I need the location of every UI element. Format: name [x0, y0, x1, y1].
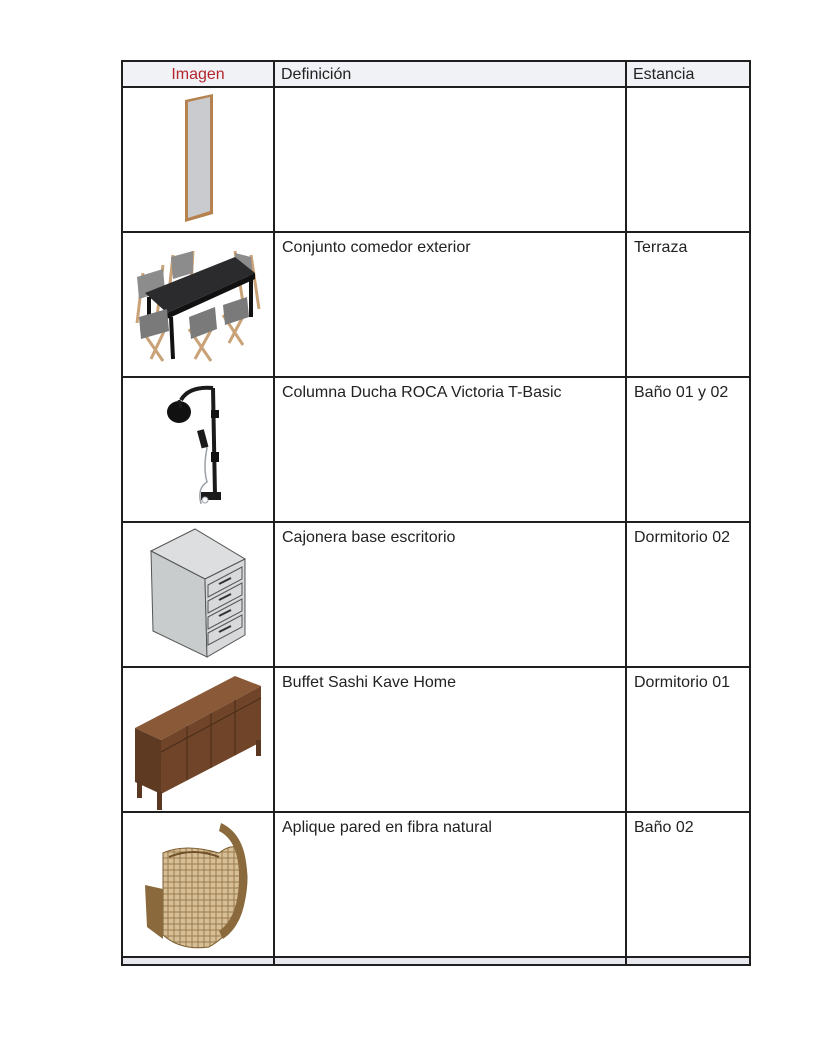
- image-cell: [122, 667, 274, 812]
- image-cell: [122, 812, 274, 957]
- table-row: [122, 812, 750, 957]
- room-cell: Baño 02: [626, 812, 750, 957]
- header-room: Estancia: [626, 61, 750, 87]
- table-header-row: [122, 61, 750, 87]
- room-cell: Baño 01 y 02: [626, 377, 750, 522]
- wicker-wall-lamp-icon: [123, 813, 273, 956]
- header-image: Imagen: [122, 61, 274, 87]
- sideboard-icon: [123, 668, 273, 811]
- table-row: [122, 522, 750, 667]
- footer-cell: [122, 957, 274, 965]
- furniture-table: [121, 60, 751, 966]
- definition-cell: Aplique pared en fibra natural: [274, 812, 626, 957]
- room-cell: [626, 87, 750, 232]
- definition-cell: Cajonera base escritorio: [274, 522, 626, 667]
- footer-cell: [274, 957, 626, 965]
- footer-cell: [626, 957, 750, 965]
- table-row: [122, 377, 750, 522]
- shower-column-icon: [123, 378, 273, 521]
- image-cell: [122, 232, 274, 377]
- drawer-unit-icon: [123, 523, 273, 666]
- header-definition: Definición: [274, 61, 626, 87]
- mirror-icon: [123, 88, 273, 231]
- room-cell: Dormitorio 01: [626, 667, 750, 812]
- table-row: [122, 232, 750, 377]
- room-cell: Terraza: [626, 232, 750, 377]
- image-cell: [122, 87, 274, 232]
- table-footer-row: [122, 957, 750, 965]
- room-cell: Dormitorio 02: [626, 522, 750, 667]
- outdoor-dining-set-icon: [123, 233, 273, 376]
- table-row: [122, 667, 750, 812]
- definition-cell: Conjunto comedor exterior: [274, 232, 626, 377]
- table-row: [122, 87, 750, 232]
- definition-cell: Buffet Sashi Kave Home: [274, 667, 626, 812]
- definition-cell: [274, 87, 626, 232]
- image-cell: [122, 377, 274, 522]
- definition-cell: Columna Ducha ROCA Victoria T-Basic: [274, 377, 626, 522]
- image-cell: [122, 522, 274, 667]
